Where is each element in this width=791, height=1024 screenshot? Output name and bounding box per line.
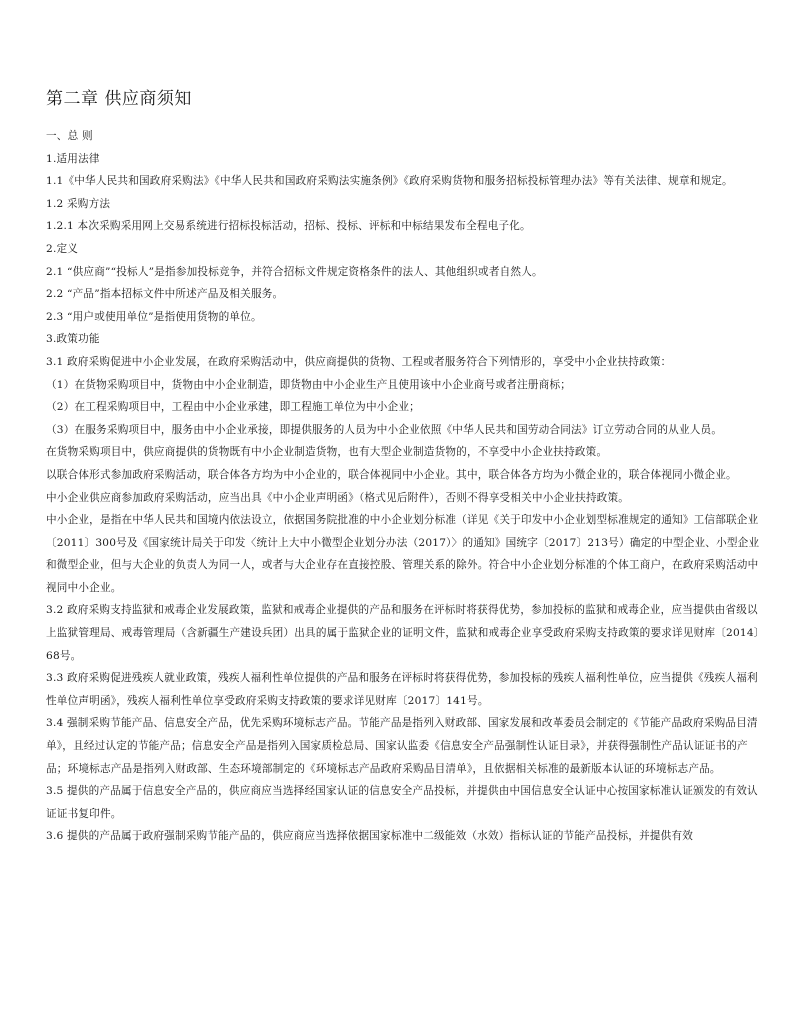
chapter-title: 第二章 供应商须知 bbox=[46, 89, 192, 109]
paragraph-1-2-1: 1.2.1 本次采购采用网上交易系统进行招标投标活动，招标、投标、评标和中标结果发布全程电子化。 bbox=[46, 220, 531, 233]
heading-policy-functions: 3.政策功能 bbox=[46, 333, 100, 346]
heading-applicable-law: 1.适用法律 bbox=[46, 152, 100, 165]
document-body bbox=[46, 125, 761, 848]
paragraph-2-3: 2.3 “用户或使用单位”是指使用货物的单位。 bbox=[46, 310, 262, 323]
list-item-goods: （1）在货物采购项目中，货物由中小企业制造，即货物由中小企业生产且使用该中小企业商号或者注册商标； bbox=[46, 378, 572, 391]
paragraph-sme-declaration: 中小企业供应商参加政府采购活动，应当出具《中小企业声明函》（格式见后附件），否则不得享受相关中小企业扶持政策。 bbox=[46, 491, 630, 504]
paragraph-2-2: 2.2 “产品”指本招标文件中所述产品及相关服务。 bbox=[46, 288, 284, 301]
list-item-services: （3）在服务采购项目中，服务由中小企业承接，即提供服务的人员为中小企业依照《中华人民共和国劳动合同法》订立劳动合同的从业人员。 bbox=[46, 423, 723, 436]
paragraph-3-3: 3.3 政府采购促进残疾人就业政策，残疾人福利性单位提供的产品和服务在评标时将获得优势，参加投标的残疾人福利性单位，应当提供《残疾人福利性单位声明函》，残疾人福利性单位享受政府采购支持政策的要求详见财库〔2017〕141号。 bbox=[46, 672, 758, 707]
paragraph-2-1: 2.1 “供应商”“投标人”是指参加投标竞争，并符合招标文件规定资格条件的法人、其他组织或者自然人。 bbox=[46, 265, 543, 278]
heading-definitions: 2.定义 bbox=[46, 242, 79, 255]
paragraph-consortium: 以联合体形式参加政府采购活动，联合体各方均为中小企业的，联合体视同中小企业。其中，联合体各方均为小微企业的，联合体视同小微企业。 bbox=[46, 468, 737, 481]
list-item-engineering: （2）在工程采购项目中，工程由中小企业承建，即工程施工单位为中小企业； bbox=[46, 401, 420, 414]
heading-procurement-method: 1.2 采购方法 bbox=[46, 197, 111, 210]
paragraph-3-6: 3.6 提供的产品属于政府强制采购节能产品的，供应商应当选择依据国家标准中二级能效（水效）指标认证的节能产品投标，并提供有效 bbox=[46, 830, 694, 843]
paragraph-3-4: 3.4 强制采购节能产品、信息安全产品，优先采购环境标志产品。节能产品是指列入财政部、国家发展和改革委员会制定的《节能产品政府采购品目清单》，且经过认定的节能产品；信息安全产品是指列入国家质检总局、国家认监委《信息安全产品强制性认证目录》，并获得强制性产品认证证书的产品；环境标志产品是指列入财政部、生态环境部制定的《环境标志产品政府采购品目清单》，且依据相关标准的最新版本认证的环境标志产品。 bbox=[46, 717, 758, 775]
paragraph-mixed-goods: 在货物采购项目中，供应商提供的货物既有中小企业制造货物，也有大型企业制造货物的，不享受中小企业扶持政策。 bbox=[46, 446, 608, 459]
paragraph-1-1: 1.1《中华人民共和国政府采购法》《中华人民共和国政府采购法实施条例》《政府采购货物和服务招标投标管理办法》等有关法律、规章和规定。 bbox=[46, 175, 733, 188]
section-heading-general: 一、总 则 bbox=[46, 130, 93, 142]
paragraph-sme-definition: 中小企业，是指在中华人民共和国境内依法设立，依据国务院批准的中小企业划分标准（详见《关于印发中小企业划型标准规定的通知》工信部联企业〔2011〕300号及《国家统计局关于印发〈统计上大中小微型企业划分办法（2017）〉的通知》国统字〔2017〕213号）确定的中型企业、小型企业和微型企业，但与大企业的负责人为同一人，或者与大企业存在直接控股、管理关系的除外。符合中小企业划分标准的个体工商户，在政府采购活动中视同中小企业。 bbox=[46, 514, 760, 594]
paragraph-3-1: 3.1 政府采购促进中小企业发展，在政府采购活动中，供应商提供的货物、工程或者服务符合下列情形的，享受中小企业扶持政策： bbox=[46, 355, 672, 368]
paragraph-3-5: 3.5 提供的产品属于信息安全产品的，供应商应当选择经国家认证的信息安全产品投标，并提供由中国信息安全认证中心按国家标准认证颁发的有效认证证书复印件。 bbox=[46, 785, 758, 820]
paragraph-3-2: 3.2 政府采购支持监狱和戒毒企业发展政策，监狱和戒毒企业提供的产品和服务在评标时将获得优势，参加投标的监狱和戒毒企业，应当提供由省级以上监狱管理局、戒毒管理局（含新疆生产建设兵团）出具的属于监狱企业的证明文件，监狱和戒毒企业享受政府采购支持政策的要求详见财库〔2014〕68号。 bbox=[46, 604, 760, 662]
